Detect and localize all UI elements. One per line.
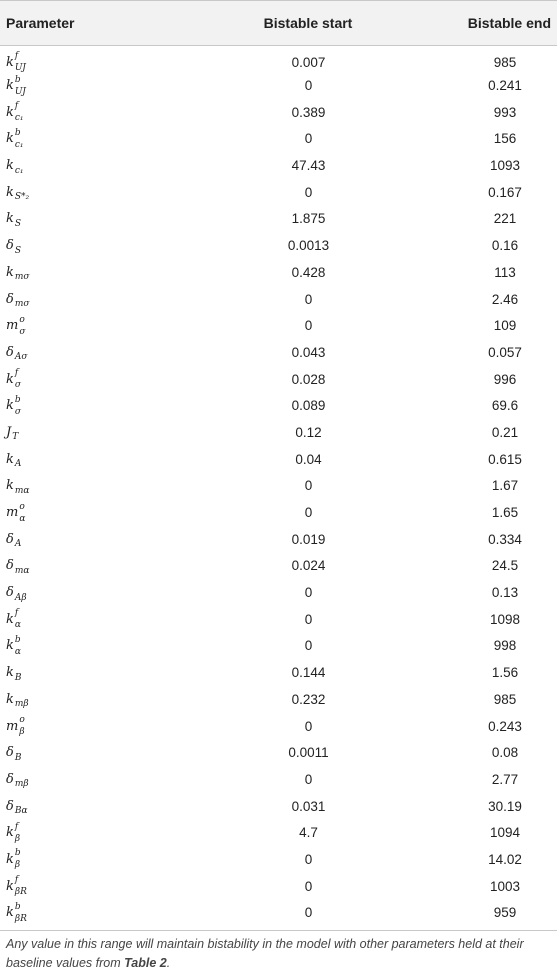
symbol-base: k: [6, 665, 14, 681]
bistable-end-cell: [397, 686, 557, 713]
symbol-scripts: [19, 316, 25, 336]
symbol-scripts: [14, 294, 30, 310]
symbol-subscript: α: [14, 620, 21, 631]
bistable-end-cell: [397, 713, 557, 740]
bistable-end-value: 0.08: [491, 745, 519, 761]
bistable-end-value: 996: [493, 371, 517, 387]
bistable-end-value: 69.6: [491, 398, 519, 414]
table-row: [0, 633, 557, 660]
bistable-end-cell: [397, 793, 557, 820]
parameter-symbol: [0, 873, 190, 900]
bistable-end-cell: [397, 900, 557, 927]
symbol-scripts: [15, 396, 21, 416]
bistable-end-cell: [397, 873, 557, 900]
symbol-base: k: [6, 638, 14, 654]
parameter-symbol: [0, 633, 190, 660]
symbol-subscript: S: [14, 245, 21, 256]
bistable-end-value: 1003: [489, 878, 521, 894]
table-row: [0, 713, 557, 740]
symbol-base: m: [6, 318, 19, 334]
symbol-subscript: σ: [14, 380, 22, 391]
bistable-end-cell: [397, 633, 557, 660]
bistable-start-value: 0: [304, 718, 313, 734]
symbol-subscript: Aβ: [14, 592, 27, 603]
symbol-subscript: UJ: [14, 86, 26, 97]
symbol-subscript: B: [14, 672, 22, 683]
symbol-subscript: mα: [14, 485, 30, 496]
table-body: [0, 46, 557, 927]
parameter-symbol: [0, 499, 190, 526]
bistable-end-value: 24.5: [491, 558, 519, 574]
parameter-symbol: [0, 46, 190, 73]
symbol-superscript: f: [14, 51, 19, 62]
symbol-base: k: [6, 184, 14, 200]
parameter-symbol: [0, 312, 190, 339]
bistable-end-cell: [397, 72, 557, 99]
parameter-symbol: [0, 686, 190, 713]
bistable-start-value: 0.031: [291, 798, 326, 814]
header-bistable-start: Bistable start: [190, 1, 397, 46]
bistable-end-cell: [397, 446, 557, 473]
symbol-scripts: [14, 267, 30, 283]
bistable-start-value: 0: [304, 505, 313, 521]
symbol-scripts: [15, 369, 21, 389]
parameter-symbol: [0, 206, 190, 233]
symbol-scripts: [14, 161, 24, 176]
table-row: [0, 152, 557, 179]
table-row: [0, 99, 557, 126]
symbol-base: δ: [6, 585, 14, 601]
symbol-subscript: βR: [14, 913, 27, 924]
symbol-subscript: A: [14, 459, 22, 470]
bistable-end-value: 998: [493, 638, 517, 654]
symbol-scripts: [14, 534, 22, 550]
bistable-start-value: 47.43: [291, 158, 326, 174]
bistable-end-cell: [397, 99, 557, 126]
symbol-base: k: [6, 451, 14, 467]
symbol-base: k: [6, 131, 14, 147]
table-row: [0, 579, 557, 606]
symbol-subscript: c₁: [14, 139, 24, 150]
symbol-superscript: b: [14, 127, 21, 138]
bistable-end-value: 1.56: [491, 665, 519, 681]
bistable-end-cell: [397, 259, 557, 286]
header-parameter: Parameter: [0, 1, 190, 46]
bistable-end-value: 1098: [489, 611, 521, 627]
bistable-start-value: 0: [304, 184, 313, 200]
bistable-end-cell: [397, 126, 557, 153]
table-row: [0, 312, 557, 339]
symbol-scripts: [14, 454, 22, 470]
symbol-scripts: [15, 129, 24, 149]
table-header: [0, 1, 557, 46]
table-row: [0, 766, 557, 793]
parameter-symbol: [0, 232, 190, 259]
symbol-scripts: [15, 903, 27, 923]
bistable-start-value: 0.428: [291, 264, 326, 280]
parameter-symbol: [0, 419, 190, 446]
bistable-end-value: 1094: [489, 825, 521, 841]
bistable-end-value: 993: [493, 104, 517, 120]
bistable-end-cell: [397, 152, 557, 179]
bistable-end-value: 221: [493, 211, 517, 227]
symbol-base: k: [6, 825, 14, 841]
symbol-base: k: [6, 264, 14, 280]
parameter-symbol: [0, 72, 190, 99]
parameter-symbol: [0, 152, 190, 179]
bistable-end-value: 0.21: [491, 424, 519, 440]
symbol-subscript: Bα: [14, 806, 28, 817]
symbol-scripts: [14, 561, 30, 576]
symbol-base: k: [6, 691, 14, 707]
bistable-start-value: 0.007: [291, 54, 326, 70]
symbol-scripts: [15, 76, 26, 96]
bistable-end-value: 1.67: [491, 478, 519, 494]
footnote-table-ref[interactable]: Table 2: [124, 956, 167, 971]
table-row: [0, 819, 557, 846]
bistable-start-value: 0: [304, 585, 313, 601]
table-row: [0, 206, 557, 233]
symbol-scripts: [19, 716, 24, 736]
table-row: [0, 659, 557, 686]
symbol-superscript: o: [19, 314, 25, 325]
symbol-base: k: [6, 371, 14, 387]
table-row: [0, 366, 557, 393]
symbol-scripts: [19, 503, 25, 523]
table-row: [0, 606, 557, 633]
symbol-subscript: mσ: [14, 299, 30, 310]
parameter-symbol: [0, 846, 190, 873]
table-row: [0, 46, 557, 73]
bistable-end-value: 156: [493, 131, 517, 147]
parameter-symbol: [0, 606, 190, 633]
symbol-superscript: b: [14, 901, 21, 912]
bistable-start-value: 0.028: [291, 371, 326, 387]
parameter-symbol: [0, 286, 190, 313]
symbol-subscript: B: [14, 752, 22, 763]
symbol-superscript: f: [14, 101, 19, 112]
parameter-symbol: [0, 766, 190, 793]
symbol-subscript: α: [14, 646, 21, 657]
bistable-start-value: 0.089: [291, 398, 326, 414]
symbol-superscript: o: [19, 715, 25, 726]
bistable-start-value: 1.875: [291, 211, 326, 227]
bistable-start-value: 0.12: [295, 424, 322, 440]
table-row: [0, 846, 557, 873]
bistable-end-value: 0.243: [488, 718, 522, 734]
symbol-scripts: [15, 849, 21, 869]
symbol-scripts: [14, 214, 22, 229]
parameter-symbol: [0, 793, 190, 820]
bistable-end-cell: [397, 739, 557, 766]
symbol-base: δ: [6, 771, 14, 787]
bistable-end-cell: [397, 232, 557, 259]
symbol-base: k: [6, 851, 14, 867]
bistable-start-value: 0.0011: [288, 745, 329, 761]
parameter-symbol: [0, 579, 190, 606]
symbol-subscript: βR: [14, 887, 27, 898]
bistable-start-value: 4.7: [299, 825, 318, 841]
bistable-end-value: 1093: [489, 158, 521, 174]
bistable-end-value: 0.334: [488, 531, 522, 547]
bistable-end-cell: [397, 526, 557, 553]
bistable-end-value: 2.46: [491, 291, 519, 307]
table-row: [0, 72, 557, 99]
symbol-superscript: b: [14, 634, 21, 645]
symbol-subscript: S: [14, 218, 22, 229]
bistable-start-value: 0: [304, 78, 313, 94]
table-row: [0, 392, 557, 419]
bistable-end-cell: [397, 206, 557, 233]
parameter-symbol: [0, 179, 190, 206]
bistable-end-cell: [397, 499, 557, 526]
symbol-base: δ: [6, 238, 14, 254]
parameter-symbol: [0, 900, 190, 927]
symbol-base: J: [6, 424, 12, 440]
bistable-end-cell: [397, 286, 557, 313]
symbol-base: m: [6, 505, 19, 521]
parameter-symbol: [0, 99, 190, 126]
bistable-end-value: 30.19: [488, 798, 522, 814]
symbol-superscript: b: [14, 74, 21, 85]
bistable-start-value: 0: [304, 291, 313, 307]
bistable-start-value: 0: [304, 318, 313, 334]
parameter-symbol: [0, 659, 190, 686]
symbol-scripts: [14, 668, 22, 683]
symbol-scripts: [15, 636, 21, 656]
table-row: [0, 259, 557, 286]
symbol-scripts: [12, 427, 19, 443]
symbol-subscript: c₁: [14, 113, 24, 124]
bistable-end-cell: [397, 179, 557, 206]
symbol-scripts: [14, 801, 28, 817]
bistable-start-value: 0.04: [295, 451, 322, 467]
bistable-end-cell: [397, 339, 557, 366]
bistable-end-value: 0.241: [488, 78, 522, 94]
symbol-subscript: c₁: [14, 165, 24, 176]
symbol-scripts: [14, 241, 21, 256]
symbol-subscript: mσ: [14, 272, 30, 283]
parameter-symbol: [0, 819, 190, 846]
symbol-superscript: f: [14, 608, 19, 619]
bistable-end-value: 985: [493, 54, 517, 70]
bistable-end-cell: [397, 312, 557, 339]
parameter-symbol: [0, 526, 190, 553]
symbol-base: k: [6, 905, 14, 921]
bistable-start-value: 0: [304, 878, 313, 894]
bistable-end-value: 113: [494, 264, 516, 280]
bistable-end-cell: [397, 553, 557, 580]
header-bistable-end: Bistable end: [397, 1, 557, 46]
table-row: [0, 179, 557, 206]
table-row: [0, 419, 557, 446]
bistable-end-cell: [397, 579, 557, 606]
bistable-start-value: 0.0013: [287, 238, 330, 254]
symbol-subscript: α: [19, 513, 26, 524]
parameter-symbol: [0, 553, 190, 580]
bistable-end-cell: [397, 659, 557, 686]
symbol-superscript: o: [19, 501, 25, 512]
table-row: [0, 900, 557, 927]
symbol-scripts: [15, 823, 20, 843]
symbol-subscript: UJ: [14, 63, 26, 74]
symbol-subscript: T: [12, 432, 19, 443]
bistable-start-value: 0.024: [291, 558, 326, 574]
bistable-end-cell: [397, 392, 557, 419]
symbol-scripts: [15, 876, 27, 896]
bistable-end-cell: [397, 473, 557, 500]
symbol-base: δ: [6, 531, 14, 547]
symbol-subscript: A: [14, 539, 22, 550]
bistable-end-value: 0.615: [488, 451, 522, 467]
symbol-scripts: [14, 347, 28, 363]
symbol-superscript: f: [14, 875, 19, 886]
symbol-scripts: [14, 588, 27, 603]
bistable-start-value: 0: [304, 771, 313, 787]
symbol-scripts: [14, 481, 30, 496]
table-row: [0, 873, 557, 900]
bistable-start-value: 0: [304, 638, 313, 654]
symbol-subscript: β: [19, 727, 25, 738]
table-row: [0, 526, 557, 553]
symbol-base: k: [6, 211, 14, 227]
bistable-end-value: 2.77: [491, 771, 519, 787]
symbol-scripts: [14, 774, 29, 790]
bistable-start-value: 0: [304, 131, 313, 147]
symbol-base: k: [6, 104, 14, 120]
symbol-superscript: f: [14, 821, 19, 832]
bistable-start-value: 0: [304, 851, 313, 867]
bistable-end-value: 0.057: [488, 344, 522, 360]
bistable-end-cell: [397, 366, 557, 393]
bistable-start-value: 0.019: [291, 531, 326, 547]
footnote-end: .: [166, 956, 171, 971]
symbol-subscript: σ: [14, 406, 22, 417]
table-row: [0, 126, 557, 153]
symbol-base: k: [6, 78, 14, 94]
table-row: [0, 686, 557, 713]
table-row: [0, 739, 557, 766]
table-row: [0, 473, 557, 500]
table-row: [0, 553, 557, 580]
parameter-symbol: [0, 366, 190, 393]
symbol-scripts: [15, 609, 21, 629]
parameter-symbol: [0, 339, 190, 366]
parameter-symbol: [0, 259, 190, 286]
symbol-subscript: β: [14, 833, 21, 844]
bistable-end-cell: [397, 819, 557, 846]
bistable-start-value: 0: [304, 905, 313, 921]
symbol-base: k: [6, 158, 14, 174]
symbol-base: δ: [6, 745, 14, 761]
table-footnote: [0, 930, 557, 973]
symbol-superscript: f: [14, 368, 19, 379]
symbol-base: δ: [6, 798, 14, 814]
table-row: [0, 286, 557, 313]
bistable-end-cell: [397, 606, 557, 633]
symbol-scripts: [14, 694, 29, 710]
bistable-start-value: 0.144: [291, 665, 326, 681]
parameter-symbol: [0, 126, 190, 153]
bistable-end-value: 0.167: [488, 184, 522, 200]
bistable-end-value: 0.16: [491, 238, 519, 254]
symbol-base: k: [6, 398, 14, 414]
parameter-symbol: [0, 446, 190, 473]
symbol-superscript: b: [14, 848, 21, 859]
bistable-end-value: 959: [493, 905, 517, 921]
symbol-base: k: [6, 54, 14, 70]
bistable-end-value: 1.65: [491, 505, 519, 521]
symbol-base: δ: [6, 558, 14, 574]
symbol-scripts: [15, 52, 26, 72]
symbol-superscript: b: [14, 394, 21, 405]
bistable-start-value: 0: [304, 611, 313, 627]
bistable-start-value: 0.043: [291, 344, 326, 360]
parameter-symbol: [0, 713, 190, 740]
symbol-base: k: [6, 878, 14, 894]
symbol-base: k: [6, 478, 14, 494]
bistable-start-value: 0.232: [291, 691, 326, 707]
bistable-end-cell: [397, 766, 557, 793]
bistable-end-cell: [397, 846, 557, 873]
table-row: [0, 446, 557, 473]
symbol-subscript: σ: [19, 326, 26, 337]
table-row: [0, 499, 557, 526]
bistable-end-value: 985: [493, 691, 517, 707]
symbol-scripts: [14, 187, 30, 203]
symbol-subscript: β: [14, 860, 21, 871]
symbol-subscript: mα: [14, 565, 30, 576]
footnote-text: Any value in this range will maintain bistability in the model with other parameters held at their baseline values from: [6, 937, 524, 971]
symbol-subscript: S*₂: [14, 192, 30, 203]
bistable-end-value: 14.02: [488, 851, 522, 867]
symbol-subscript: Aσ: [14, 352, 28, 363]
symbol-base: k: [6, 611, 14, 627]
header-row: [0, 1, 557, 46]
bistable-end-cell: [397, 419, 557, 446]
parameter-symbol: [0, 473, 190, 500]
symbol-scripts: [15, 102, 24, 122]
bistable-start-value: 0: [304, 478, 313, 494]
table-row: [0, 232, 557, 259]
bistable-end-value: 0.13: [491, 585, 519, 601]
symbol-scripts: [14, 748, 22, 763]
bistable-end-cell: [397, 46, 557, 73]
table-row: [0, 793, 557, 820]
parameter-symbol: [0, 392, 190, 419]
bistable-start-value: 0.389: [291, 104, 326, 120]
symbol-subscript: mβ: [14, 779, 29, 790]
symbol-base: δ: [6, 344, 14, 360]
bistable-end-value: 109: [493, 318, 517, 334]
parameter-symbol: [0, 739, 190, 766]
symbol-subscript: mβ: [14, 699, 29, 710]
symbol-base: m: [6, 718, 19, 734]
symbol-base: δ: [6, 291, 14, 307]
table-row: [0, 339, 557, 366]
